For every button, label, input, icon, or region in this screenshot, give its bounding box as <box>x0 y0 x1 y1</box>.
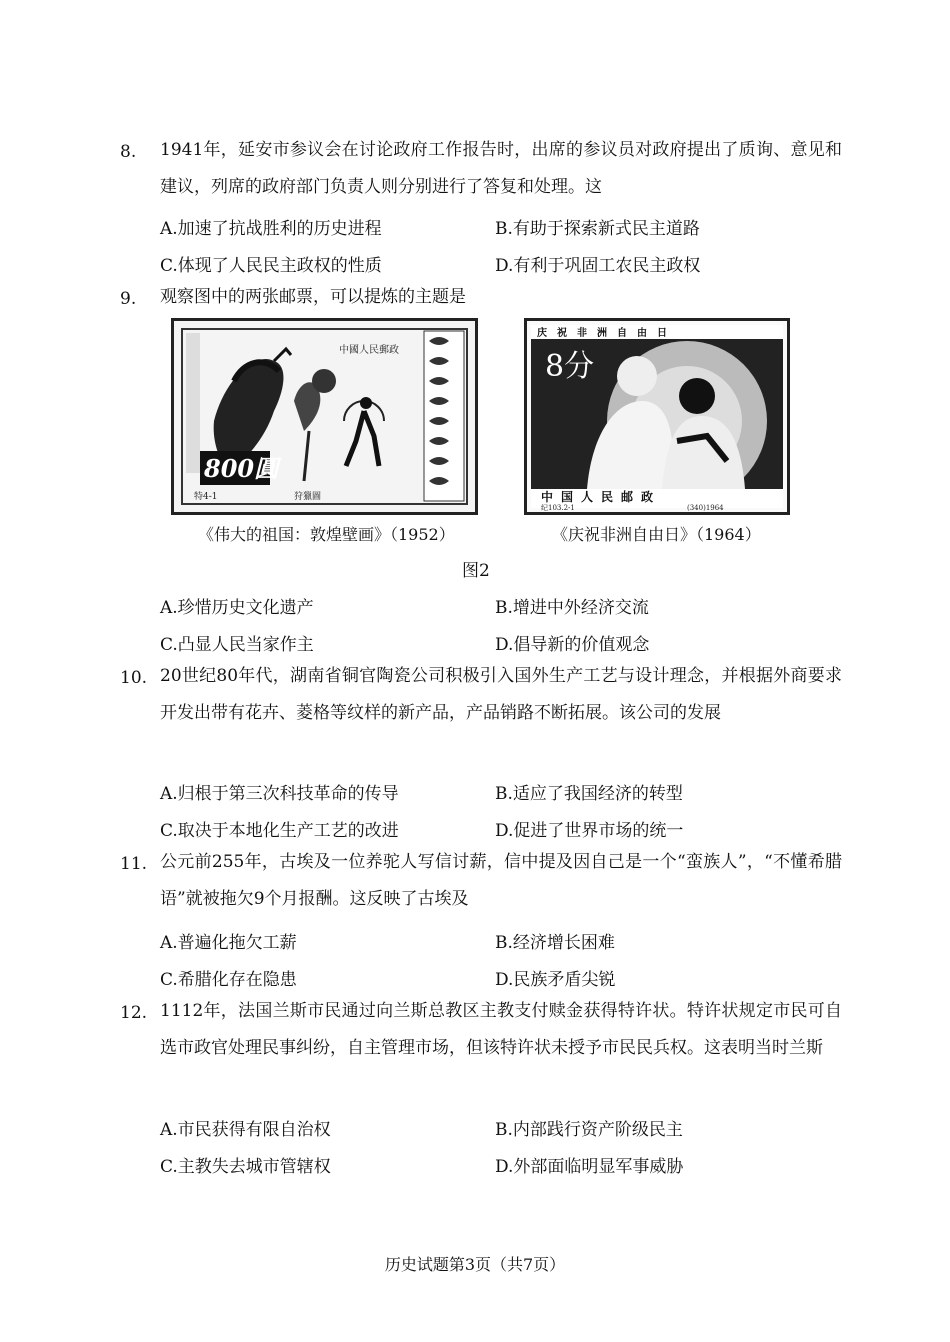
stamp2-serial: (340)1964 <box>687 504 724 512</box>
figure-label: 图2 <box>462 561 490 581</box>
option-c: C.取决于本地化生产工艺的改进 <box>160 821 399 841</box>
option-b: B.增进中外经济交流 <box>495 598 649 618</box>
option-d: D.倡导新的价值观念 <box>495 635 650 655</box>
stamp-dunhuang <box>171 318 478 515</box>
question-number: 9. <box>120 289 137 309</box>
option-d: D.民族矛盾尖锐 <box>495 970 616 990</box>
question-number: 10. <box>120 668 148 688</box>
option-b: B.内部践行资产阶级民主 <box>495 1120 683 1140</box>
question-stem: 1941年，延安市参议会在讨论政府工作报告时，出席的参议员对政府提出了质询、意见和建议，列席的政府部门负责人则分别进行了答复和处理。这 <box>160 140 842 197</box>
option-d: D.有利于巩固工农民主政权 <box>495 256 701 276</box>
stamp2-header: 庆祝非洲自由日 <box>537 328 677 339</box>
option-a: A.珍惜历史文化遗产 <box>160 598 314 618</box>
option-a: A.普遍化拖欠工薪 <box>160 933 297 953</box>
stamp2-country: 中国人民邮政 <box>541 490 662 504</box>
stamp-africa-image <box>527 321 787 512</box>
stamp2-code: 纪103.2-1 <box>541 504 575 512</box>
question-number: 11. <box>120 854 148 874</box>
stamp1-value: 800圓 <box>204 454 279 483</box>
option-d: D.促进了世界市场的统一 <box>495 821 684 841</box>
stamp-africa-freedom-day <box>524 318 790 515</box>
question-stem: 观察图中的两张邮票，可以提炼的主题是 <box>160 287 466 307</box>
option-c: C.希腊化存在隐患 <box>160 970 297 990</box>
question-number: 12. <box>120 1003 148 1023</box>
stamp1-caption: 《伟大的祖国：敦煌壁画》（1952） <box>198 525 455 544</box>
stamp2-value: 8分 <box>545 349 595 384</box>
question-stem: 公元前255年，古埃及一位养驼人写信讨薪，信中提及因自己是一个“蛮族人”，“不懂希腊语”就被拖欠9个月报酬。这反映了古埃及 <box>160 852 842 909</box>
option-b: B.适应了我国经济的转型 <box>495 784 683 804</box>
option-a: A.加速了抗战胜利的历史进程 <box>160 219 382 239</box>
option-c: C.凸显人民当家作主 <box>160 635 314 655</box>
option-c: C.体现了人民民主政权的性质 <box>160 256 382 276</box>
option-d: D.外部面临明显军事威胁 <box>495 1157 684 1177</box>
question-number: 8. <box>120 142 137 162</box>
option-b: B.经济增长困难 <box>495 933 615 953</box>
option-b: B.有助于探索新式民主道路 <box>495 219 700 239</box>
stamp2-caption: 《庆祝非洲自由日》（1964） <box>552 525 761 544</box>
question-stem: 20世纪80年代，湖南省铜官陶瓷公司积极引入国外生产工艺与设计理念，并根据外商要求开发出带有花卉、菱格等纹样的新产品，产品销路不断拓展。该公司的发展 <box>160 666 842 723</box>
stamp1-code: 特4-1 <box>194 492 218 502</box>
option-a: A.归根于第三次科技革命的传导 <box>160 784 399 804</box>
stamp1-title: 狩獵圖 <box>294 492 322 502</box>
question-stem: 1112年，法国兰斯市民通过向兰斯总教区主教支付赎金获得特许状。特许状规定市民可自选市政官处理民事纠纷，自主管理市场，但该特许状未授予市民民兵权。这表明当时兰斯 <box>160 1001 842 1058</box>
page-footer: 历史试题第3页（共7页） <box>384 1255 566 1274</box>
option-a: A.市民获得有限自治权 <box>160 1120 331 1140</box>
stamp-dunhuang-image <box>174 321 475 512</box>
stamp1-country: 中國人民郵政 <box>339 345 399 356</box>
option-c: C.主教失去城市管辖权 <box>160 1157 331 1177</box>
